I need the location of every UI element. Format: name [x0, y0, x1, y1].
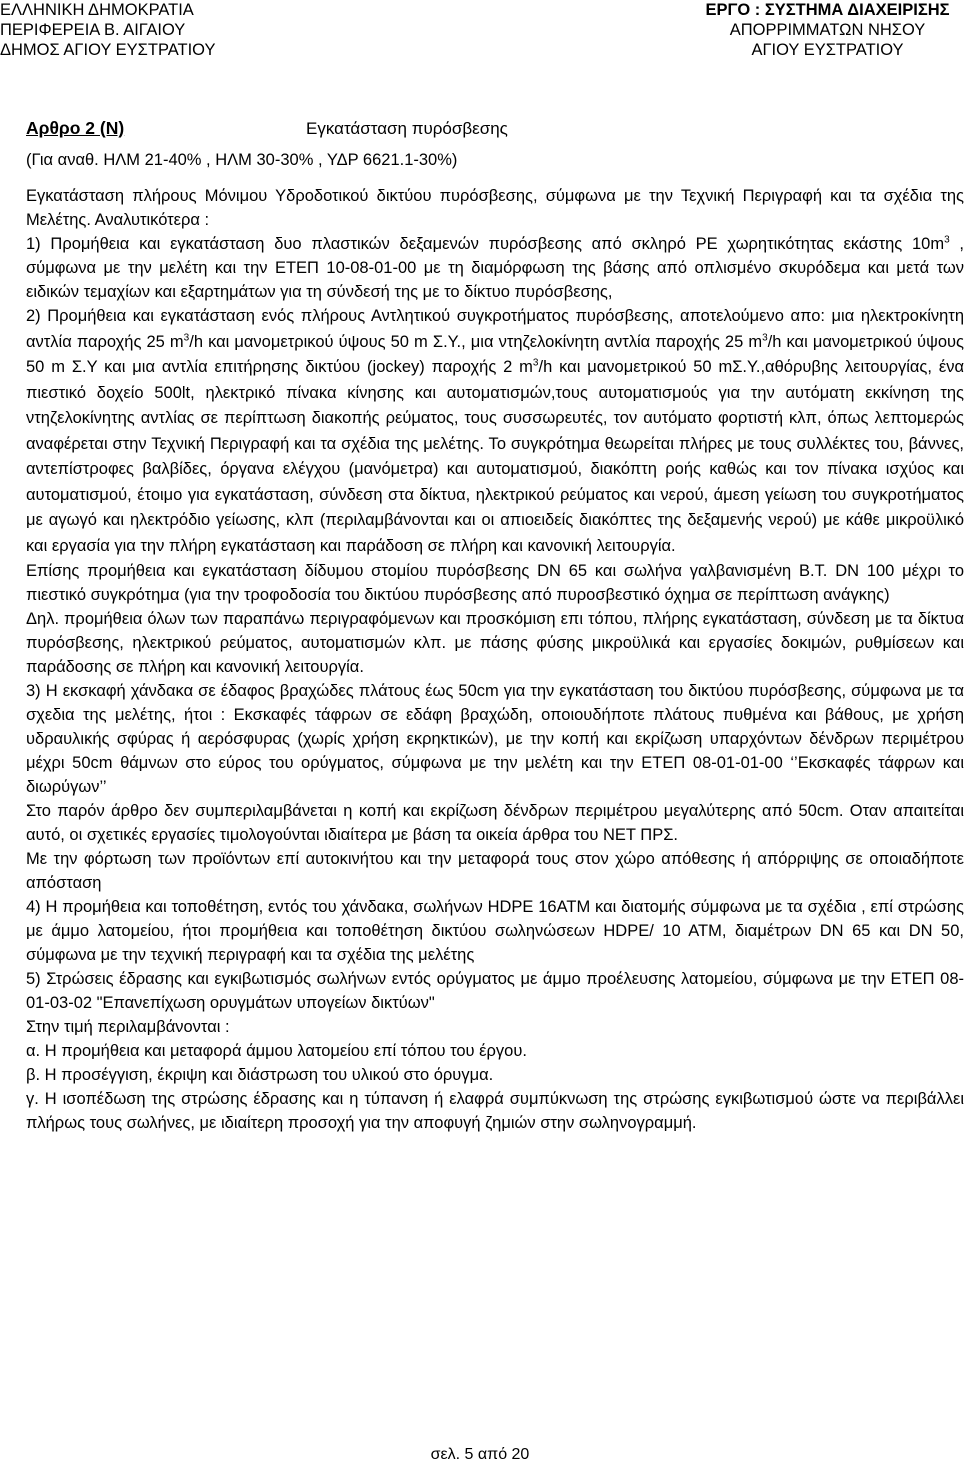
header-left-line: ΠΕΡΙΦΕΡΕΙΑ Β. ΑΙΓΑΙΟΥ: [0, 21, 186, 39]
header-right-line: ΑΓΙΟΥ ΕΥΣΤΡΑΤΙΟΥ: [751, 41, 904, 59]
header-right-line: ΑΠΟΡΡΙΜΜΑΤΩΝ ΝΗΣΟΥ: [729, 21, 926, 39]
paragraph: 1) Προμήθεια και εγκατάσταση δυο πλαστικών δεξαμενών πυρόσβεσης από σκληρό PE χωρητικότητας εκάστης $10m^3$ , σύμφωνα με την μελέτη και την ΕΤΕΠ 10-08-01-00 με τη διαμόρφωση της βάσης από οπλισμένο σκυρόδεμα και μετά των ειδικών τεμαχίων και εξαρτημάτων για τη σύνδεσή της με το δίκτυο πυρόσβεσης,: [26, 234, 964, 301]
header-right: [695, 0, 960, 60]
page-number: σελ. 5 από 20: [430, 1446, 530, 1463]
project-title: ΕΡΓΟ : ΣΥΣΤΗΜΑ ΔΙΑΧΕΙΡΙΣΗΣ: [705, 1, 950, 19]
list-item: β. Η προσέγγιση, έκριψη και διάστρωση του υλικού στο όρυγμα.: [26, 1066, 494, 1084]
paragraph: 2) Προμήθεια και εγκατάσταση ενός πλήρους Αντλητικού συγκροτήματος πυρόσβεσης, αποτελούμενο απο: μια ηλεκτροκίνητη αντλία παροχής 25 $m^3/h$ και μανομετρικού ύψους 50 m Σ.Υ., μια ντηζελοκίνητη αντλία παροχής 25 $m^3/h$ και μανομετρικού ύψους 50 m Σ.Υ και μια αντλία επιτήρησης δικτύου (jockey) παροχής 2 $m^3/h$ και μανομετρικού 50 mΣ.Υ.,αθόρυβης λειτουργίας, ένα πιεστικό δοχείο 500lt, ηλεκτρικό πίνακα κίνησης και αυτοματισμών,τους αυτοματισμούς για την αυτόματη εκκίνηση της ντηζελοκίνητης αντλίας σε περίπτωση διακοπής ρεύματος, τους συσσωρευτές, τον αυτόματο φορτιστή κλπ, όπως λεπτομερώς αναφέρεται στην Τεχνική Περιγραφή και τα σχέδια της μελέτης. Το συγκρότημα θεωρείται πλήρες με τους συλλέκτες του, βάννες, αντεπίστροφες βαλβίδες, όργανα ελέγχου (μανόμετρα) και αυτοματισμού, διακόπτη ροής καθώς και τον πίνακα ισχύος και αυτοματισμού, έτοιμο για εγκατάσταση, σύνδεση στα δίκτυα, ηλεκτρικού ρεύματος και νερού, άμεση γείωση του συγκροτήματος με αγωγό και ηλεκτρόδιο γείωσης, κλπ (περιλαμβάνονται και οι απιοειδείς διακόπτες της δεξαμενής νερού) με κάθε μικροϋλικό και εργασία για την πλήρη εγκατάσταση και παράδοση σε πλήρη και κανονική λειτουργία.: [26, 307, 964, 555]
article-subtitle: (Για αναθ. ΗΛΜ 21-40% , ΗΛΜ 30-30% , ΥΔΡ 6621.1-30%): [26, 151, 458, 169]
paragraph: Με την φόρτωση των προϊόντων επί αυτοκινήτου και την μεταφορά τους στον χώρο απόθεσης ή απόρριψης σε οποιαδήποτε απόσταση: [26, 850, 964, 892]
paragraph: 3) Η εκσκαφή χάνδακα σε έδαφος βραχώδες πλάτους έως 50cm για την εγκατάσταση του δικτύου πυρόσβεσης, σύμφωνα με τα σχεδια της μελέτης, ήτοι : Εκσκαφές τάφρων σε εδάφη βραχώδη, οποιουδήποτε πλάτους πυθμένα και βάθους, με χρήση υδραυλικής σφύρας ή αερόσφυρας (χωρίς χρήση εκρηκτικών), με την κοπή και εκρίζωση υπαρχόντων δένδρων περιμέτρου μέχρι 50cm θάμνων στο εύρος του ορύγματος, σύμφωνα με την μελέτη και την ΕΤΕΠ 08-01-01-00 ‘’Εκσκαφές τάφρων και διωρύγων’’: [26, 682, 964, 796]
paragraph: Στο παρόν άρθρο δεν συμπεριλαμβάνεται η κοπή και εκρίζωση δένδρων περιμέτρου μεγαλύτερης από 50cm. Οταν απαιτείται αυτό, οι σχετικές εργασίες τιμολογούνται ιδιαίτερα με βάση τα οικεία άρθρα του ΝΕΤ ΠΡΣ.: [26, 802, 964, 844]
paragraph: Επίσης προμήθεια και εγκατάσταση δίδυμου στομίου πυρόσβεσης DN 65 και σωλήνα γαλβανισμένη Β.Τ. DN 100 μέχρι το πιεστικό συγκρότημα (για την τροφοδοσία του δικτύου πυρόσβεσης από πυροσβεστικό όχημα σε περίπτωση ανάγκης): [26, 562, 964, 604]
paragraph: Δηλ. προμήθεια όλων των παραπάνω περιγραφόμενων και προσκόμιση επι τόπου, πλήρης εγκατάσταση, σύνδεση με τα δίκτυα πυρόσβεσης, ηλεκτρικού ρεύματος, αυτοματισμών κλπ. με πάσης φύσης μικροϋλικά και εργασίες δοκιμών, ρυθμίσεων και παράδοσης σε πλήρη και κανονική λειτουργία.: [26, 610, 964, 676]
list-item: γ. Η ισοπέδωση της στρώσης έδρασης και η τύπανση ή ελαφρά συμπύκνωση της στρώσης εγκιβωτισμού ώστε να περιβάλλει πλήρως τους σωλήνες, με ιδιαίτερη προσοχή για την αποφυγή ζημιών στην σωληνογραμμή.: [26, 1090, 964, 1132]
list-item: α. Η προμήθεια και μεταφορά άμμου λατομείου επί τόπου του έργου.: [26, 1042, 527, 1060]
header-left-line: ΔΗΜΟΣ ΑΓΙΟΥ ΕΥΣΤΡΑΤΙΟΥ: [0, 41, 216, 59]
document-body: [26, 116, 964, 1135]
article-title: Εγκατάσταση πυρόσβεσης: [306, 119, 508, 138]
header-left-line: ΕΛΛΗΝΙΚΗ ΔΗΜΟΚΡΑΤΙΑ: [0, 1, 194, 19]
paragraph: Εγκατάσταση πλήρους Μόνιμου Υδροδοτικού δικτύου πυρόσβεσης, σύμφωνα με την Τεχνική Περιγραφή και τα σχέδια της Μελέτης. Αναλυτικότερα :: [26, 187, 964, 229]
header-left: [0, 0, 215, 60]
paragraph: Στην τιμή περιλαμβάνονται :: [26, 1018, 230, 1036]
article-heading: [26, 116, 964, 140]
paragraph: 5) Στρώσεις έδρασης και εγκιβωτισμός σωλήνων εντός ορύγματος με άμμο προέλευσης λατομείου, σύμφωνα με την ΕΤΕΠ 08-01-03-02 "Επανεπίχωση ορυγμάτων υπογείων δικτύων": [26, 970, 964, 1012]
paragraph: 4) Η προμήθεια και τοποθέτηση, εντός του χάνδακα, σωλήνων HDPE 16ATM και διατομής σύμφωνα με τα σχέδια , επί στρώσης με άμμο λατομείου, ήτοι προμήθεια και τοποθέτηση δικτύου σωληνώσεων HDPE/ 10 ATM, διαμέτρων DN 65 και DN 50, σύμφωνα με την τεχνική περιγραφή και τα σχέδια της μελέτης: [26, 898, 964, 964]
article-number: Αρθρο 2 (Ν): [26, 118, 125, 138]
